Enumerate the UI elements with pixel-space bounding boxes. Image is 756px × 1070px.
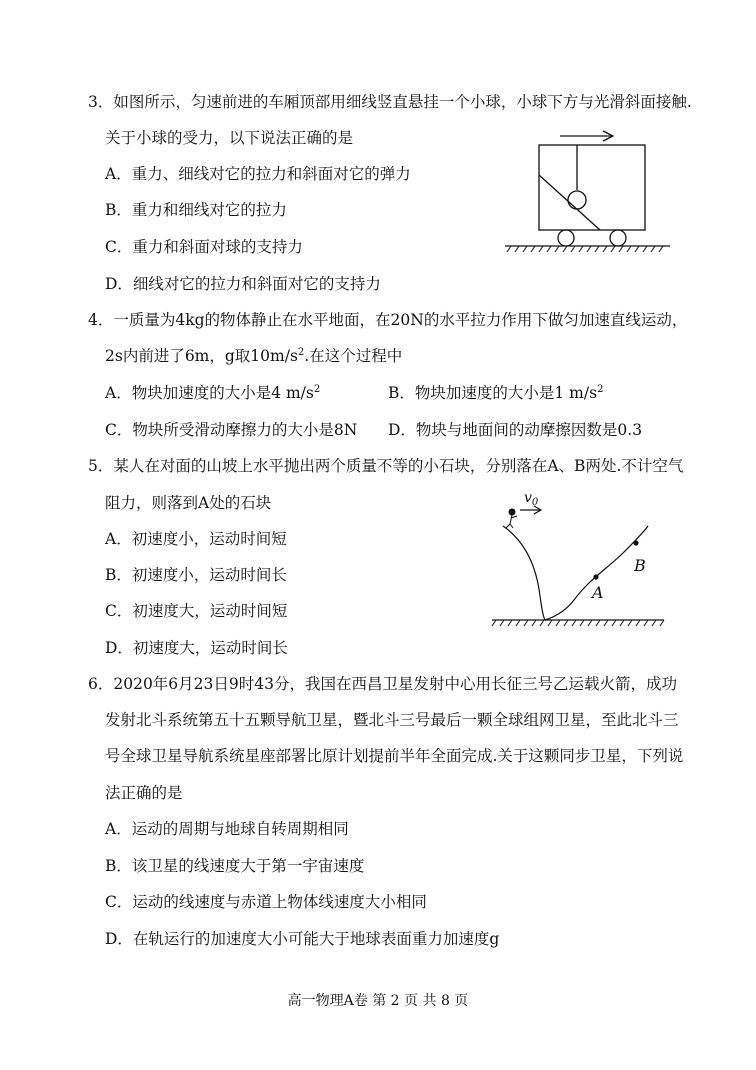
q4-stem-line1: 4．一质量为4kg的物体静止在水平地面，在20N的水平拉力作用下做匀加速直线运动，: [88, 311, 688, 329]
q3-stem-line1: 3．如图所示，匀速前进的车厢顶部用细线竖直悬挂一个小球，小球下方与光滑斜面接触.: [88, 93, 692, 111]
q3-stem-line2: 关于小球的受力，以下说法正确的是: [105, 129, 354, 147]
q6-option-c: C．运动的线速度与赤道上物体线速度大小相同: [105, 893, 427, 911]
q6-option-a: A．运动的周期与地球自转周期相同: [105, 820, 349, 838]
q4-option-c: C．物块所受滑动摩擦力的大小是8N: [105, 421, 358, 439]
q6-stem-line3: 号全球卫星导航系统星座部署比原计划提前半年全面完成.关于这颗同步卫星，下列说: [105, 747, 684, 765]
q4-option-a: A．物块加速度的大小是4 $m/s^2$: [105, 383, 321, 402]
q3-option-d: D．细线对它的拉力和斜面对它的支持力: [105, 275, 381, 293]
q5-stem-line2: 阻力，则落到A处的石块: [105, 494, 272, 512]
q5-point-a-label: A: [592, 583, 604, 602]
q5-option-a: A．初速度小，运动时间短: [105, 530, 287, 548]
q3-option-c: C．重力和斜面对球的支持力: [105, 238, 303, 256]
q4-option-b: B．物块加速度的大小是1 $m/s^2$: [388, 383, 604, 402]
q4-stem-line2: 2s内前进了6m，g取$10m/s^2$.在这个过程中: [105, 346, 403, 365]
q5-figure-hillside: [488, 488, 668, 636]
q6-stem-line4: 法正确的是: [105, 784, 183, 802]
q5-option-c: C．初速度大，运动时间短: [105, 602, 288, 620]
q5-option-b: B．初速度小，运动时间长: [105, 566, 287, 584]
q5-option-d: D．初速度大，运动时间长: [105, 639, 288, 657]
q6-stem-line2: 发射北斗系统第五十五颗导航卫星，暨北斗三号最后一颗全球组网卫星，至此北斗三: [105, 711, 679, 729]
q5-v0-label: $v_0$: [524, 490, 539, 508]
q5-stem-line1: 5．某人在对面的山坡上水平抛出两个质量不等的小石块，分别落在A、B两处.不计空气: [88, 457, 684, 475]
q6-option-d: D．在轨运行的加速度大小可能大于地球表面重力加速度g: [105, 930, 500, 948]
q4-option-d: D．物块与地面间的动摩擦因数是0.3: [388, 421, 643, 439]
q3-option-b: B．重力和细线对它的拉力: [105, 201, 287, 219]
q3-figure-train-car: [505, 125, 675, 260]
q6-stem-line1: 6．2020年6月23日9时43分，我国在西昌卫星发射中心用长征三号乙运载火箭，成功: [88, 675, 677, 693]
q5-point-b-label: B: [634, 556, 646, 575]
page-footer: 高一物理A卷 第 2 页 共 8 页: [287, 993, 469, 1009]
q3-option-a: A．重力、细线对它的拉力和斜面对它的弹力: [105, 165, 411, 183]
q6-option-b: B．该卫星的线速度大于第一宇宙速度: [105, 857, 365, 875]
